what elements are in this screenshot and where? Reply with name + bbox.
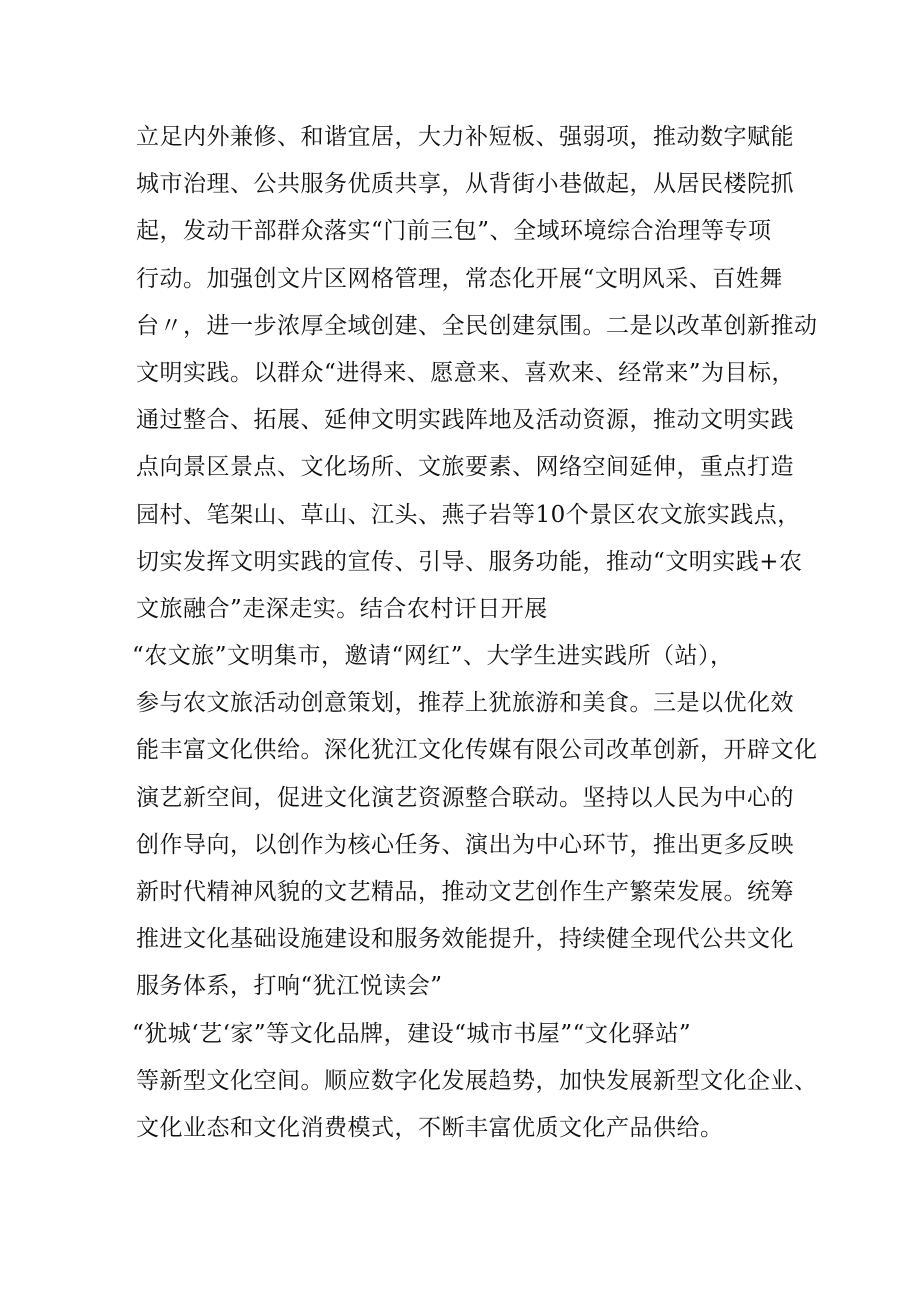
text-line: 创作导向，以创作为核心任务、演出为中心环节，推出更多反映 [136, 831, 794, 858]
text-line: 演艺新空间，促进文化演艺资源整合联动。坚持以人民为中心的 [136, 784, 794, 811]
text-line: 服务体系，打响“犹江悦读会” [136, 973, 443, 1000]
text-line: 立足内外兼修、和谐宜居，大力补短板、强弱项，推动数字赋能 [136, 124, 794, 150]
text-line: 文化业态和文化消费模式，不断丰富优质文化产品供给。 [136, 1114, 724, 1141]
text-line: 台〃，进一步浓厚全域创建、全民创建氛围。二是以改革创新推动 [136, 312, 818, 339]
text-line: 园村、笔架山、草山、江头、燕子岩等10个景区农文旅实践点， [136, 501, 801, 528]
text-line: 文明实践。以群众“进得来、愿意来、喜欢来、经常来”为目标， [136, 359, 796, 386]
document-body [132, 114, 836, 1152]
text-line: “犹城‘艺‘家”等文化品牌，建设“城市书屋”“文化驿站” [132, 1020, 692, 1047]
text-line: 点向景区景点、文化场所、文旅要素、网络空间延伸，重点打造 [136, 454, 794, 481]
text-line: 文旅融合”走深走实。结合农村讦日开展 [136, 595, 548, 622]
text-line: 行动。加强创文片区网格管理，常态化开展“文明风采、百姓舞 [136, 265, 783, 292]
text-line: 起，发动干部群众落实“门前三包”、全域环境综合治理等专项 [136, 218, 772, 245]
text-line: “农文旅”文明集市，邀请“网红”、大学生进实践所（站）， [132, 643, 734, 670]
text-line: 等新型文化空间。顺应数字化发展趋势，加快发展新型文化企业、 [136, 1067, 818, 1094]
text-line: 推进文化基础设施建设和服务效能提升，持续健全现代公共文化 [136, 926, 794, 953]
text-line: 新时代精神风貌的文艺精品，推动文艺创作生产繁荣发展。统筹 [136, 879, 794, 905]
text-line: 通过整合、拓展、延伸文明实践阵地及活动资源，推动文明实践 [136, 407, 794, 434]
text-line: 能丰富文化供给。深化犹江文化传媒有限公司改革创新，开辟文化 [136, 737, 818, 764]
text-line: 参与农文旅活动创意策划，推荐上犹旅游和美食。三是以优化效 [136, 690, 794, 717]
text-line: 城市治理、公共服务优质共享，从背街小巷做起，从居民楼院抓 [136, 171, 794, 198]
text-line: 切实发挥文明实践的宣传、引导、服务功能，推动“文明实践+农 [136, 548, 803, 575]
